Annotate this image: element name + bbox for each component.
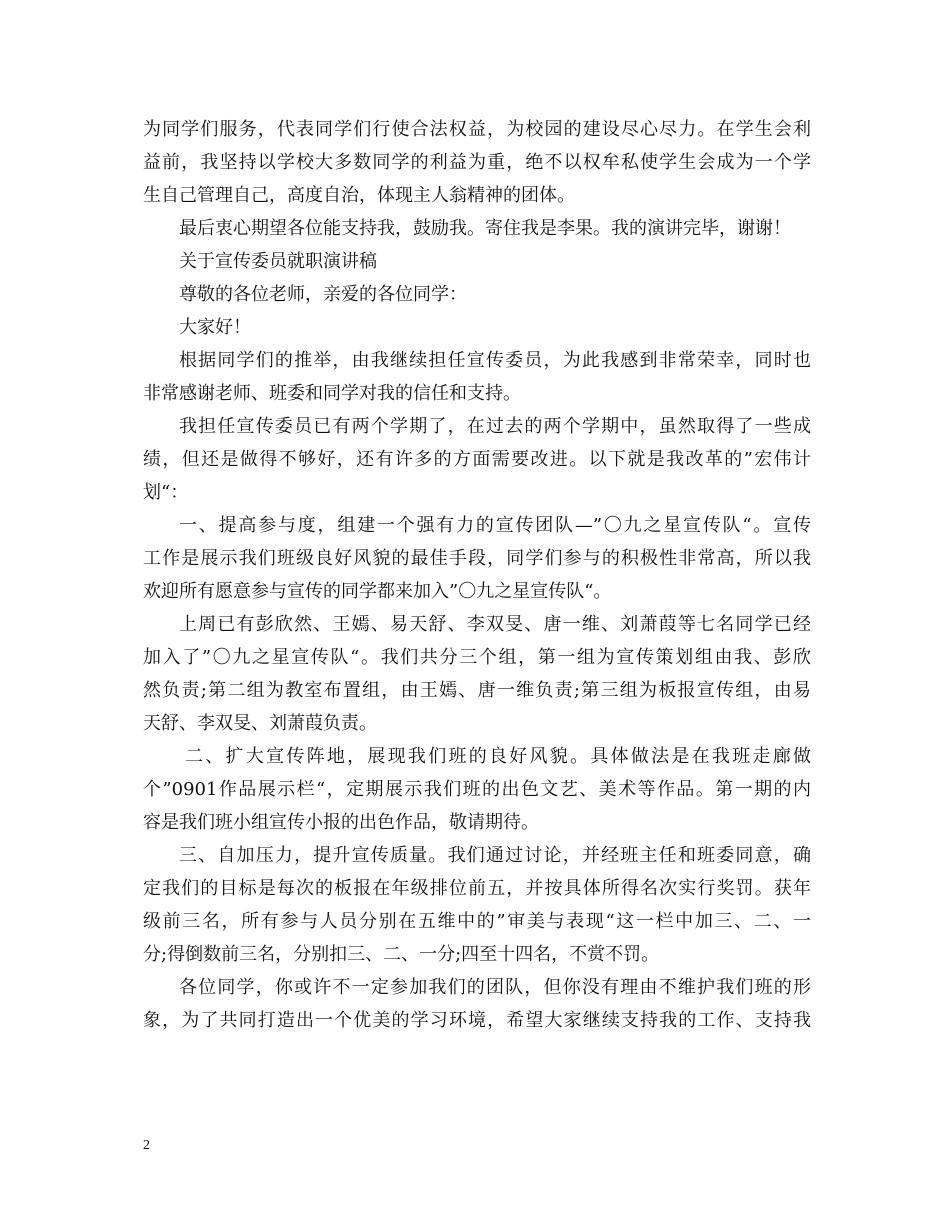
salutation: 尊敬的各位老师，亲爱的各位同学： (179, 284, 467, 305)
greeting: 大家好！ (179, 317, 251, 338)
text-line: 象，为了共同打造出一个优美的学习环境，希望大家继续支持我的工作、支持我 (143, 1010, 811, 1031)
document-body (143, 113, 811, 1037)
text-line: 工作是展示我们班级良好风貌的最佳手段，同学们参与的积极性非常高，所以我 (143, 548, 811, 569)
text-line: 最后衷心期望各位能支持我，鼓励我。寄住我是李果。我的演讲完毕，谢谢！ (179, 218, 791, 239)
text-line: 加入了”〇九之星宣传队“。我们共分三个组，第一组为宣传策划组由我、彭欣 (143, 647, 811, 668)
text-line: 欢迎所有愿意参与宣传的同学都来加入”〇九之星宣传队“。 (143, 581, 612, 602)
text-line: 个”0901作品展示栏“，定期展示我们班的出色文艺、美术等作品。第一期的内 (143, 779, 811, 800)
text-line: 上周已有彭欣然、王嫣、易天舒、李双旻、唐一维、刘萧葭等七名同学已经 (179, 614, 811, 635)
text-line: 定我们的目标是每次的板报在年级排位前五，并按具体所得名次实行奖罚。获年 (143, 878, 811, 899)
text-line: 绩，但还是做得不够好，还有许多的方面需要改进。以下就是我改革的”宏伟计 (143, 449, 811, 470)
section-title: 关于宣传委员就职演讲稿 (179, 251, 377, 272)
text-line: 级前三名，所有参与人员分别在五维中的”审美与表现“这一栏中加三、二、一 (143, 911, 811, 932)
text-line: 各位同学，你或许不一定参加我们的团队，但你没有理由不维护我们班的形 (179, 977, 811, 998)
text-line: 二、扩大宣传阵地，展现我们班的良好风貌。具体做法是在我班走廊做 (185, 746, 811, 767)
text-line: 划“： (143, 482, 189, 503)
text-line: 根据同学们的推举，由我继续担任宣传委员，为此我感到非常荣幸，同时也 (179, 350, 811, 371)
text-line: 三、自加压力，提升宣传质量。我们通过讨论，并经班主任和班委同意，确 (179, 845, 811, 866)
text-line: 为同学们服务，代表同学们行使合法权益，为校园的建设尽心尽力。在学生会利 (143, 119, 811, 140)
text-line: 一、提高参与度，组建一个强有力的宣传团队—”〇九之星宣传队“。宣传 (179, 515, 811, 536)
text-line: 分;得倒数前三名，分别扣三、二、一分;四至十四名，不赏不罚。 (143, 944, 660, 965)
text-line: 非常感谢老师、班委和同学对我的信任和支持。 (143, 383, 521, 404)
text-line: 生自己管理自己，高度自治，体现主人翁精神的团体。 (143, 185, 575, 206)
text-line: 益前，我坚持以学校大多数同学的利益为重，绝不以权牟私使学生会成为一个学 (143, 152, 811, 173)
text-line: 容是我们班小组宣传小报的出色作品，敬请期待。 (143, 812, 539, 833)
text-line: 我担任宣传委员已有两个学期了，在过去的两个学期中，虽然取得了一些成 (179, 416, 811, 437)
text-line: 天舒、李双旻、刘萧葭负责。 (143, 713, 377, 734)
page-number: 2 (143, 1138, 150, 1153)
text-line: 然负责;第二组为教室布置组，由王嫣、唐一维负责;第三组为板报宣传组，由易 (143, 680, 811, 701)
